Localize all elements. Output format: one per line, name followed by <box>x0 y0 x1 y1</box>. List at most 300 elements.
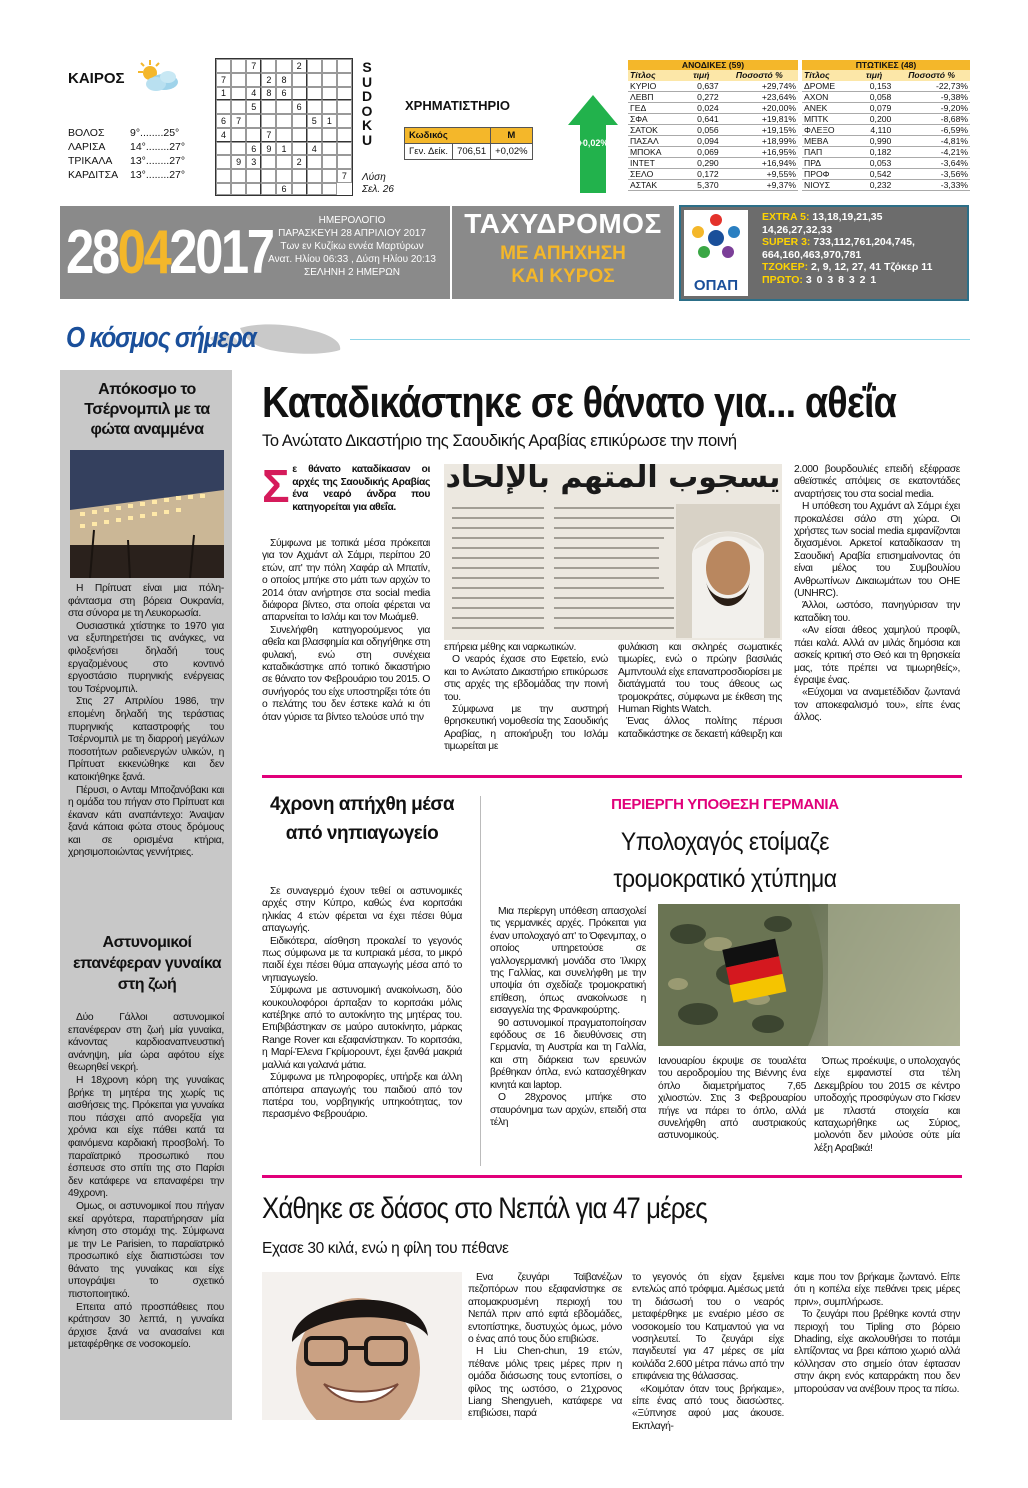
sudoku-cell: 4 <box>216 128 231 142</box>
sudoku-cell: 4 <box>246 87 261 101</box>
sudoku-cell <box>292 73 307 87</box>
sudoku-cell <box>322 100 337 114</box>
story4-headline: Χάθηκε σε δάσος στο Νεπάλ για 47 μέρες <box>262 1192 707 1225</box>
gainers-table <box>628 60 798 191</box>
section-banner <box>60 320 350 360</box>
stock-row <box>628 146 798 157</box>
sudoku-cell: 2 <box>292 59 307 73</box>
stock-price: 0,182 <box>855 146 893 157</box>
date-year: 2017 <box>169 218 273 287</box>
sudoku-cell: 7 <box>231 114 246 128</box>
stock-name: ΙΝΤΕΤ <box>628 157 682 168</box>
banner-title: Ο κόσμος σήμερα <box>66 322 256 354</box>
sidebar-text-1 <box>68 583 224 860</box>
stock-row <box>628 124 798 135</box>
stock-change: +18,99% <box>721 135 798 146</box>
story4-col-3 <box>794 1272 960 1396</box>
sudoku-cell <box>307 87 322 101</box>
stock-row <box>802 179 970 190</box>
sudoku-cell <box>231 169 246 183</box>
col-code: Κωδικός <box>405 128 491 144</box>
index-value: 706,51 <box>453 144 491 160</box>
stock-row <box>802 124 970 135</box>
stock-row <box>802 113 970 124</box>
sudoku-cell <box>216 169 231 183</box>
smiling-man-image <box>262 1272 462 1420</box>
sudoku-cell: 7 <box>261 128 276 142</box>
sudoku-cell <box>246 183 261 195</box>
sudoku-letter: U <box>361 73 373 90</box>
solution-label: Λύση <box>362 172 386 183</box>
stock-price: 0,053 <box>855 157 893 168</box>
sudoku-cell <box>307 155 322 169</box>
article-paragraph: Σε συναγερμό έχουν τεθεί οι αστυνομικές αρχές στην Κύπρο, καθώς ένα κοριτσάκι ηλικίας 4 ετών φέρεται να έχει πέσει θύμα απαγωγής. <box>262 886 462 935</box>
stock-change: -3,64% <box>893 157 970 168</box>
sudoku-cell <box>307 183 322 195</box>
extra5-label: EXTRA 5: <box>762 211 810 223</box>
sudoku-cell <box>246 128 261 142</box>
sudoku-cell <box>231 128 246 142</box>
stock-row <box>628 179 798 190</box>
story2-headline: 4χρονη απήχθη μέσα από νηπιαγωγείο <box>269 794 455 844</box>
sudoku-grid <box>215 58 353 196</box>
sudoku-cell <box>337 73 352 87</box>
col-m: M <box>491 128 533 144</box>
sudoku-cell: 6 <box>276 87 291 101</box>
sudoku-cell <box>216 100 231 114</box>
article-paragraph: Ο νεαρός έχασε στο Εφετείο, ενώ και το Ανώτατο Δικαστήριο επικύρωσε στις αρχές της εβδομάδας την ποινή του. <box>444 654 608 703</box>
sidebar-paragraph: Η Πρίπυατ είναι μια πόλη-φάντασμα στη βόρεια Ουκρανία, στα σύνορα με τη Λευκορωσία. <box>68 583 224 620</box>
masthead-title: ΤΑΧΥΔΡΟΜΟΣ <box>464 208 662 239</box>
stock-price: 0,641 <box>682 113 721 124</box>
sudoku-cell <box>261 155 276 169</box>
sudoku-letter: K <box>361 117 373 133</box>
sudoku-cell <box>322 73 337 87</box>
article-paragraph: Ένας άλλος πολίτης πέρυσι καταδικάστηκε σε δεκαετή κάθειρξη και <box>618 716 782 740</box>
temp-range: 9°........25° <box>130 127 180 139</box>
sudoku-cell: 7 <box>246 59 261 73</box>
col-price: τιμή <box>855 70 893 80</box>
sudoku-cell: 6 <box>216 114 231 128</box>
main-col-1 <box>262 538 430 724</box>
sudoku-cell <box>261 114 276 128</box>
sudoku-cell <box>216 155 231 169</box>
column-divider <box>480 796 481 1166</box>
stock-change: -9,20% <box>893 102 970 113</box>
story3-col-1 <box>490 906 646 1129</box>
stock-row <box>802 91 970 102</box>
calendar-saints: Των εν Κυζίκω εννέα Μαρτύρων <box>280 241 424 252</box>
sudoku-cell <box>307 59 322 73</box>
sudoku-cell: 6 <box>292 100 307 114</box>
sudoku-cell <box>307 169 322 183</box>
article-paragraph: «Αν είσαι άθεος χαμηλού προφίλ, πάει καλά. Αλλά αν μιλάς δημόσια και ασκείς κριτική στο Θεό και τη θρησκεία μας, τότε πρέπει να τιμωρηθείς», έγραψε ένας. <box>794 625 960 686</box>
portrait-image <box>444 464 782 640</box>
sudoku-cell <box>231 59 246 73</box>
sudoku-cell <box>337 100 352 114</box>
stock-row <box>802 135 970 146</box>
city-name: ΚΑΡΔΙΤΣΑ <box>68 169 119 181</box>
stock-row <box>628 102 798 113</box>
sidebar-paragraph: Ομως, οι αστυνομικοί που πήγαν εκεί αργότερα, παρατήρησαν μία κίνηση στο στομάχι της. Σύμφωνα με την Le Parisien, το παραϊατρικό προσωπικό είχε διαπιστώσει τον θάνατο της γυναίκας και είχε υπογράψει το σχετικό πιστοποιητικό. <box>68 1200 224 1301</box>
stock-change: -4,21% <box>893 146 970 157</box>
article-paragraph: επήρεια μέθης και ναρκωτικών. <box>444 642 577 653</box>
tagline-2: ΚΑΙ ΚΥΡΟΣ <box>511 266 615 287</box>
stock-change: -4,81% <box>893 135 970 146</box>
sudoku-letter: O <box>361 102 373 119</box>
sidebar-paragraph: Ουσιαστικά χτίστηκε το 1970 για να εξυπηρετήσει τις ανάγκες, να φιλοξενήσει δηλαδή τους εργαζομένους στο κοντινό εργοστάσιο πυρηνικής ενέργειας του Τσέρνομπιλ. <box>68 620 224 695</box>
stock-price: 5,370 <box>682 179 721 190</box>
story3-col-3 <box>814 1056 960 1155</box>
temp-range: 13°........27° <box>130 169 186 181</box>
sudoku-cell <box>231 183 246 195</box>
losers-table <box>802 60 970 191</box>
stock-row <box>802 157 970 168</box>
date-day: 28 <box>66 218 118 287</box>
stock-change: -6,59% <box>893 124 970 135</box>
tagline-1: ΜΕ ΑΠΗΧΗΣΗ <box>500 243 626 264</box>
stock-price: 0,272 <box>682 91 721 102</box>
sudoku-letter: S <box>362 59 372 75</box>
stock-price: 0,637 <box>682 81 721 92</box>
stock-change: +9,55% <box>721 168 798 179</box>
stock-name: ΜΠΟΚΑ <box>628 146 682 157</box>
opap-logo-text: ΟΠΑΠ <box>693 277 739 294</box>
temp-range: 13°........27° <box>130 155 186 167</box>
sudoku-cell: 8 <box>276 73 291 87</box>
sidebar-paragraph: Η 18χρονη κόρη της γυναίκας βρήκε τη μητέρα της χωρίς τις αισθήσεις της. Πρόκειται για γυναίκα που πάσχει από ανορεξία για χρόνια και είχε πάθει κατά τα φαινόμενα καρδιακή προσβολή. Το παραϊατρικό προσωπικό που έσπευσε στο σπίτι της στο Παρίσι δεν κατάφερε να επαναφέρει την 49χρονη. <box>68 1074 224 1200</box>
sudoku-cell <box>292 142 307 156</box>
sudoku-cell: 5 <box>246 100 261 114</box>
stock-price: 0,990 <box>855 135 893 146</box>
stock-row <box>628 91 798 102</box>
index-name: Γεν. Δείκ. <box>405 144 453 160</box>
calendar-moon: ΣΕΛΗΝΗ 2 ΗΜΕΡΩΝ <box>304 267 400 278</box>
main-headline: Καταδικάστηκε σε θάνατο για... αθεΐα <box>262 378 897 427</box>
stock-price: 0,056 <box>682 124 721 135</box>
sudoku-cell <box>322 183 337 195</box>
calendar-title: ΗΜΕΡΟΛΟΓΙΟ <box>318 215 386 226</box>
sudoku-cell <box>231 73 246 87</box>
sudoku-cell <box>276 169 291 183</box>
stock-name: ΛΕΒΠ <box>628 91 682 102</box>
stock-name: ΣΕΛΟ <box>628 168 682 179</box>
sidebar-headline-2: Αστυνομικοί επανέφεραν γυναίκα στη ζωή <box>72 934 222 993</box>
article-paragraph: Σύμφωνα με την αυστηρή θρησκευτική νομοθεσία της Σαουδικής Αραβίας, η αποκήρυξη του Ισλάμ τιμωρείται με <box>444 704 608 753</box>
stock-name: ΓΕΔ <box>628 102 682 113</box>
index-change: +0,02% <box>491 144 533 160</box>
stock-change: -8,68% <box>893 113 970 124</box>
stock-row <box>802 146 970 157</box>
sudoku-cell: 2 <box>292 155 307 169</box>
article-paragraph: «Εύχομαι να αναμετέδιδαν ζωντανά τον αποκεφαλισμό του», είπε ένας άλλος. <box>794 687 960 724</box>
sudoku-cell <box>322 169 337 183</box>
weather-title: ΚΑΙΡΟΣ <box>68 70 125 87</box>
story3-col-2 <box>658 1056 806 1143</box>
sidebar-paragraph: Δύο Γάλλοι αστυνομικοί επανέφεραν στη ζωή μία γυναίκα, κάνοντας καρδιοαναπνευστική ανάνηψη, μία ώρα αφότου είχε θεωρηθεί νεκρή. <box>68 1012 224 1074</box>
sudoku-cell: 1 <box>216 87 231 101</box>
article-paragraph: Ιανουαρίου έκρυψε σε τουαλέτα του αεροδρομίου της Βιέννης ένα όπλο διαμετρήματος 7,65 χιλιοστών. Στις 3 Φεβρουαρίου πήγε να πάρει το όπλο, αλλά συνελήφθη από αυστριακούς αστυνομικούς. <box>658 1056 806 1142</box>
stock-change: -3,33% <box>893 179 970 190</box>
sudoku-cell <box>292 183 307 195</box>
sudoku-cell <box>261 59 276 73</box>
issue-date <box>66 213 273 293</box>
building-lights-image <box>70 450 224 578</box>
section-divider <box>262 775 962 778</box>
article-paragraph: Σύμφωνα με τοπικά μέσα πρόκειται για τον Αχμάντ αλ Σάμρι, περίπου 20 ετών, απ' την πόλη Χαφάρ αλ Μπατίν, ο οποίος μπήκε στο μάτι των αρχών το 2014 όταν ανήρτησε στα social media διάφορα βίντεο, στα οποία φέρεται να απαρνείται το Ισλάμ και τον Μωάμεθ. <box>262 538 430 624</box>
sudoku-cell <box>216 142 231 156</box>
losers-title: ΠΤΩΤΙΚΕΣ (48) <box>802 60 970 70</box>
sudoku-cell <box>261 183 276 195</box>
weather-sun-cloud-icon <box>134 58 180 94</box>
sudoku-cell <box>276 59 291 73</box>
stock-change: -22,73% <box>893 81 970 92</box>
headline-line-2: τρομοκρατικό χτύπημα <box>613 865 837 893</box>
sudoku-cell <box>337 87 352 101</box>
story4-col-1 <box>468 1272 622 1421</box>
german-flag-patch-image <box>658 904 960 1046</box>
col-percent: Ποσοστό % <box>721 70 798 80</box>
stock-name: ΝΙΟΥΣ <box>802 179 855 190</box>
stock-row <box>802 102 970 113</box>
proto-numbers: 3 0 3 8 3 2 1 <box>805 273 878 286</box>
city-name: ΒΟΛΟΣ <box>68 127 105 139</box>
section-divider <box>262 1175 962 1178</box>
sudoku-cell <box>216 59 231 73</box>
stock-price: 0,542 <box>855 168 893 179</box>
headline-line-1: Υπολοχαγός ετοίμαζε <box>620 828 830 856</box>
col-title: Τίτλος <box>802 70 855 80</box>
article-paragraph: Όπως προέκυψε, ο υπολοχαγός είχε εμφανιστεί στα τέλη Δεκεμβρίου του 2015 σε κέντρο υποδοχής προσφύγων στο Γκίσεν με πλαστά στοιχεία και καταχωρήθηκε ως Σύριος, μολονότι δεν μιλούσε ούτε μία λέξη Αραβικά! <box>814 1056 960 1154</box>
city-name: ΛΑΡΙΣΑ <box>68 141 106 153</box>
stock-price: 0,079 <box>855 102 893 113</box>
calendar-box <box>262 214 442 279</box>
sudoku-cell <box>231 142 246 156</box>
date-month: 04 <box>117 218 170 287</box>
sudoku-cell <box>337 142 352 156</box>
main-col-4 <box>794 464 960 725</box>
soldier-flag-photo <box>658 904 960 1046</box>
arabic-newspaper-photo <box>444 464 782 640</box>
stock-name: ΜΠΤΚ <box>802 113 855 124</box>
sudoku-cell <box>246 169 261 183</box>
stock-change: +9,37% <box>721 179 798 190</box>
sudoku-cell <box>337 128 352 142</box>
sudoku-cell: 3 <box>246 155 261 169</box>
tzoker-label: ΤΖΟΚΕΡ: <box>762 261 809 273</box>
article-paragraph: Σύμφωνα με αστυνομική ανακοίνωση, δύο κουκουλοφόροι άρπαξαν το κοριτσάκι μόλις κατέβηκε από το αυτοκίνητο της μητέρας του. Επιβιβάστηκαν σε μαύρο αυτοκίνητο, μάρκας Range Rover και εξαφανίστηκαν. Το κοριτσάκι, η Μαρί-Έλενα Γκρίμορουντ, έχει ξανθά μακριά μαλλιά και γαλανά μάτια. <box>262 985 462 1071</box>
story3-kicker: ΠΕΡΙΕΡΓΗ ΥΠΟΘΕΣΗ ΓΕΡΜΑΝΙΑ <box>611 796 839 813</box>
weather-row <box>68 154 185 168</box>
sudoku-cell <box>322 142 337 156</box>
main-col-3 <box>618 642 782 741</box>
stock-change: +16,95% <box>721 146 798 157</box>
masthead-tagline <box>452 242 674 288</box>
stock-name: ΣΦΑ <box>628 113 682 124</box>
hiker-portrait-photo <box>262 1272 462 1420</box>
stock-name: ΠΡΔ <box>802 157 855 168</box>
article-paragraph: 2.000 βουρδουλιές επειδή εξέφρασε αθεϊστικές απόψεις σε εκατοντάδες αναρτήσεις του στα social media. <box>794 464 960 500</box>
stock-name: ΠΑΠ <box>802 146 855 157</box>
stock-name: ΣΑΤΟΚ <box>628 124 682 135</box>
stock-change: -9,38% <box>893 91 970 102</box>
article-paragraph: Ειδικότερα, αίσθηση προκαλεί το γεγονός πως σύμφωνα με τα κυπριακά μέσα, το μικρό παιδί έχει πέσει θύμα απαγωγής μέσα από το νηπιαγωγείο. <box>262 935 462 984</box>
article-paragraph: Σύμφωνα με πληροφορίες, υπήρξε και άλλη απόπειρα απαγωγής του παιδιού από τον πατέρα του, νορβηγικής υπηκοότητας, τον περασμένο Φεβρουάριο. <box>262 1072 462 1121</box>
story3-headline <box>509 824 941 898</box>
stock-change: +19,15% <box>721 124 798 135</box>
stock-price: 0,069 <box>682 146 721 157</box>
article-paragraph: 90 αστυνομικοί πραγματοποίησαν εφόδους σε 16 διευθύνσεις στη Γερμανία, τη Αυστρία και τη Γαλλία, και στη διάρκεια των ερευνών βρέθηκαν όπλα, ενώ κατασχέθηκαν κινητά και laptop. <box>490 1017 646 1091</box>
stock-row <box>628 113 798 124</box>
article-paragraph: Η Liu Chen-chun, 19 ετών, πέθανε μόλις τρεις μέρες πριν η ομάδα διάσωσης τους εντοπίσει, ο φίλος της ωστόσο, ο 21χρονος Liang Shengyueh, κατάφερε να επιβιώσει, παρά <box>468 1346 622 1420</box>
sudoku-cell: 2 <box>261 73 276 87</box>
sudoku-cell <box>307 73 322 87</box>
sudoku-cell: 7 <box>337 169 352 183</box>
col-percent: Ποσοστό % <box>893 70 970 80</box>
sudoku-cell <box>292 87 307 101</box>
article-paragraph: Η υπόθεση του Αχμάντ αλ Σάμρι έχει προκαλέσει σάλο στη χώρα. Οι χρήστες των social media εμφανίζονται διχασμένοι. Αρκετοί καταδίκασαν τη Σαουδική Αραβία επισημαίνοντας ότι είναι μέλος του Συμβουλίου Ανθρωπίνων Δικαιωμάτων του ΟΗΕ (UNHRC). <box>794 501 960 600</box>
sudoku-cell: 6 <box>276 183 291 195</box>
sudoku-cell: 1 <box>322 114 337 128</box>
sudoku-cell: 7 <box>216 73 231 87</box>
sudoku-cell <box>276 114 291 128</box>
main-lead <box>262 460 430 514</box>
stock-change: -3,56% <box>893 168 970 179</box>
stock-price: 0,232 <box>855 179 893 190</box>
sudoku-letter: D <box>361 88 373 104</box>
article-paragraph: καμε που τον βρήκαμε ζωντανό. Είπε ότι η κοπέλα είχε πεθάνει τρεις μέρες πριν», συμπλήρωσε. <box>794 1272 960 1308</box>
stock-name: ΑΧΟΝ <box>802 91 855 102</box>
sidebar-paragraph: Στις 27 Απριλίου 1986, την επομένη δηλαδή της τεράστιας πυρηνικής καταστροφής του Τσέρνομπιλ με τη διαρροή μεγάλων ποσοτήτων ραδιενεργών υλικών, η Πρίπυατ εκκενώθηκε και δεν κατοικήθηκε ξανά. <box>68 696 224 783</box>
sudoku-cell <box>307 100 322 114</box>
tzoker-numbers: 2, 9, 12, 27, 41 Τζόκερ 11 <box>811 261 933 273</box>
article-paragraph: «Κοιμόταν όταν τους βρήκαμε», είπε ένας από τους διασώστες. «Ξύπνησε αφού μας άκουσε. Εκπλαγή- <box>632 1383 784 1432</box>
stock-change: +29,74% <box>721 81 798 92</box>
sidebar-text-2 <box>68 1012 224 1352</box>
article-paragraph: Ο 28χρονος μπήκε στο σταυρόνημα των αρχών, επειδή στα τέλη <box>490 1092 646 1128</box>
opap-logo <box>684 210 748 296</box>
sidebar-paragraph: Επειτα από προσπάθειες που κράτησαν 30 λεπτά, η γυναίκα άρχισε ξανά να ανασαίνει και μεταφέρθηκε σε νοσοκομείο. <box>68 1301 224 1351</box>
stock-change: +19,81% <box>721 113 798 124</box>
stock-name: ΠΑΣΑΛ <box>628 135 682 146</box>
solution-page: Σελ. 26 <box>362 184 394 195</box>
sudoku-cell <box>292 114 307 128</box>
sudoku-cell: 8 <box>261 87 276 101</box>
arrow-change-label: +0,02% <box>577 138 609 148</box>
sudoku-cell <box>276 100 291 114</box>
stock-change: +16,94% <box>721 157 798 168</box>
sudoku-cell <box>246 114 261 128</box>
article-paragraph: Μια περίεργη υπόθεση απασχολεί τις γερμανικές αρχές. Πρόκειται για έναν υπολοχαγό απ' το Όφενμπαχ, ο οποίος υπηρετούσε σε γαλλογερμανική μονάδα στο Ίλκιρχ της Γαλλίας, και συνελήφθη με την υποψία ότι σχεδίαζε τρομοκρατική επίθεση, όπως ανακοίνωσε η εισαγγελία της Φρανκφούρτης. <box>490 906 647 1017</box>
sudoku-letter: U <box>361 131 373 148</box>
stock-name: ΜΕΒΑ <box>802 135 855 146</box>
stock-name: ΠΡΟΦ <box>802 168 855 179</box>
sudoku-cell <box>276 155 291 169</box>
sudoku-cell: 9 <box>231 155 246 169</box>
story2-body <box>262 886 462 1122</box>
weather-list <box>68 126 185 182</box>
weather-row <box>68 126 185 140</box>
sudoku-cell <box>292 169 307 183</box>
gainers-title: ΑΝΟΔΙΚΕΣ (59) <box>628 60 798 70</box>
story4-col-2 <box>632 1272 784 1433</box>
stock-row <box>628 135 798 146</box>
stock-name: ΑΣΤΑΚ <box>628 179 682 190</box>
stock-name: ΚΥΡΙΟ <box>628 81 682 92</box>
weather-row <box>68 140 185 154</box>
stock-name: ΔΡΟΜΕ <box>802 81 855 92</box>
super3-numbers-2: 664,160,463,970,781 <box>762 248 862 261</box>
sudoku-cell <box>261 169 276 183</box>
stock-row <box>628 81 798 92</box>
banner-rule <box>350 339 970 340</box>
sudoku-cell: 1 <box>276 142 291 156</box>
chernobyl-photo <box>70 450 224 578</box>
article-paragraph: φυλάκιση και σκληρές σωματικές τιμωρίες, ενώ ο πρώην βασιλιάς Αμπντουλά είχε επαναπροσδιορίσει με διατάγματά του τους άθεους ως τρομοκράτες, σύμφωνα με έκθεση της Human Rights Watch. <box>618 642 782 716</box>
sidebar-headline-1: Απόκοσμο το Τσέρνομπιλ με τα φώτα αναμμένα <box>84 381 210 438</box>
stock-index-table <box>404 127 533 160</box>
stock-name: ΑΝΕΚ <box>802 102 855 113</box>
arabic-headline-text: يسجوب المتهم بالإلحاد <box>445 464 781 495</box>
calendar-sun: Ανατ. Ηλίου 06:33 , Δύση Ηλίου 20:13 <box>268 254 436 265</box>
sidebar-paragraph: Πέρυσι, ο Ανταμ Μποζανόβακι και η ομάδα του πήγαν στο Πρίπυατ και έκαναν κάτι αναπάντεχο: Άναψαν ξανά κάποια φώτα στους δρόμους και σε ορισμένα κτήρια, χρησιμοποιώντας γεννήτριες. <box>68 784 224 859</box>
sudoku-cell <box>246 73 261 87</box>
city-name: ΤΡΙΚΑΛΑ <box>68 155 113 167</box>
sudoku-cell: 4 <box>307 142 322 156</box>
stock-row <box>628 168 798 179</box>
stock-price: 0,024 <box>682 102 721 113</box>
stock-price: 0,094 <box>682 135 721 146</box>
opap-results <box>762 211 932 286</box>
sudoku-cell <box>337 114 352 128</box>
sudoku-solution-ref <box>362 172 394 196</box>
stock-price: 0,290 <box>682 157 721 168</box>
sudoku-cell: 6 <box>246 142 261 156</box>
calendar-date: ΠΑΡΑΣΚΕΥΗ 28 ΑΠΡΙΛΙΟΥ 2017 <box>278 228 426 239</box>
main-col-2 <box>444 642 608 754</box>
article-paragraph: Συνελήφθη κατηγορούμενος για αθεΐα και βλασφημία και οδηγήθηκε στη φυλακή, ενώ στη συνέχεια καταδικάστηκε από τοπικό δικαστήριο σε θάνατο τον Φεβρουάριο του 2015. Ο συνήγορός του είχε υποστηρίξει τότε ότι ο πελάτης του δεν έστεκε καλά κι ότι όταν γύρισε τα βίντεο τελούσε υπό την <box>262 624 430 723</box>
stock-change: +23,64% <box>721 91 798 102</box>
extra5-numbers: 13,18,19,21,35 <box>812 211 883 223</box>
sudoku-cell: 9 <box>261 142 276 156</box>
stock-row <box>802 81 970 92</box>
stock-change: +20,00% <box>721 102 798 113</box>
sudoku-cell <box>322 128 337 142</box>
story4-subhead: Εχασε 30 κιλά, ενώ η φίλη του πέθανε <box>262 1240 509 1257</box>
stock-price: 0,172 <box>682 168 721 179</box>
stock-name: ΦΛΕΞΟ <box>802 124 855 135</box>
sudoku-cell <box>307 128 322 142</box>
article-paragraph: Το ζευγάρι που βρέθηκε κοντά στην περιοχή του Tipling στο βόρειο Dhading, είχε ακολουθήσει το ποτάμι ελπίζοντας να βρει κάποιο χωριό αλλά κόλλησαν στο σημείο όταν έφτασαν στην άκρη ενός καταρράκτη που δεν μπορούσαν να ανέβουν προς τα πίσω. <box>794 1309 960 1395</box>
weather-row <box>68 168 185 182</box>
temp-range: 14°........27° <box>130 141 186 153</box>
super3-numbers: 733,112,761,204,745, <box>813 236 915 248</box>
col-price: τιμή <box>682 70 721 80</box>
proto-label: ΠΡΩΤΟ: <box>762 273 803 286</box>
stock-title: ΧΡΗΜΑΤΙΣΤΗΡΙΟ <box>405 98 510 113</box>
col-title: Τίτλος <box>628 70 682 80</box>
article-paragraph: Ενα ζευγάρι Ταϊβανέζων πεζοπόρων που εξαφανίστηκε σε απομακρυσμένη περιοχή του Νεπάλ πριν από εφτά εβδομάδες, εντοπίστηκε, δυστυχώς όμως, μόνο ο ένας από τους δύο επιβιώσε. <box>468 1272 622 1346</box>
sudoku-label <box>360 60 374 147</box>
stock-price: 0,200 <box>855 113 893 124</box>
stock-row <box>802 168 970 179</box>
super3-label: SUPER 3: <box>762 236 811 248</box>
sudoku-cell <box>261 100 276 114</box>
sudoku-cell <box>337 59 352 73</box>
sudoku-cell <box>337 155 352 169</box>
sudoku-cell <box>322 59 337 73</box>
sudoku-cell: 5 <box>307 114 322 128</box>
